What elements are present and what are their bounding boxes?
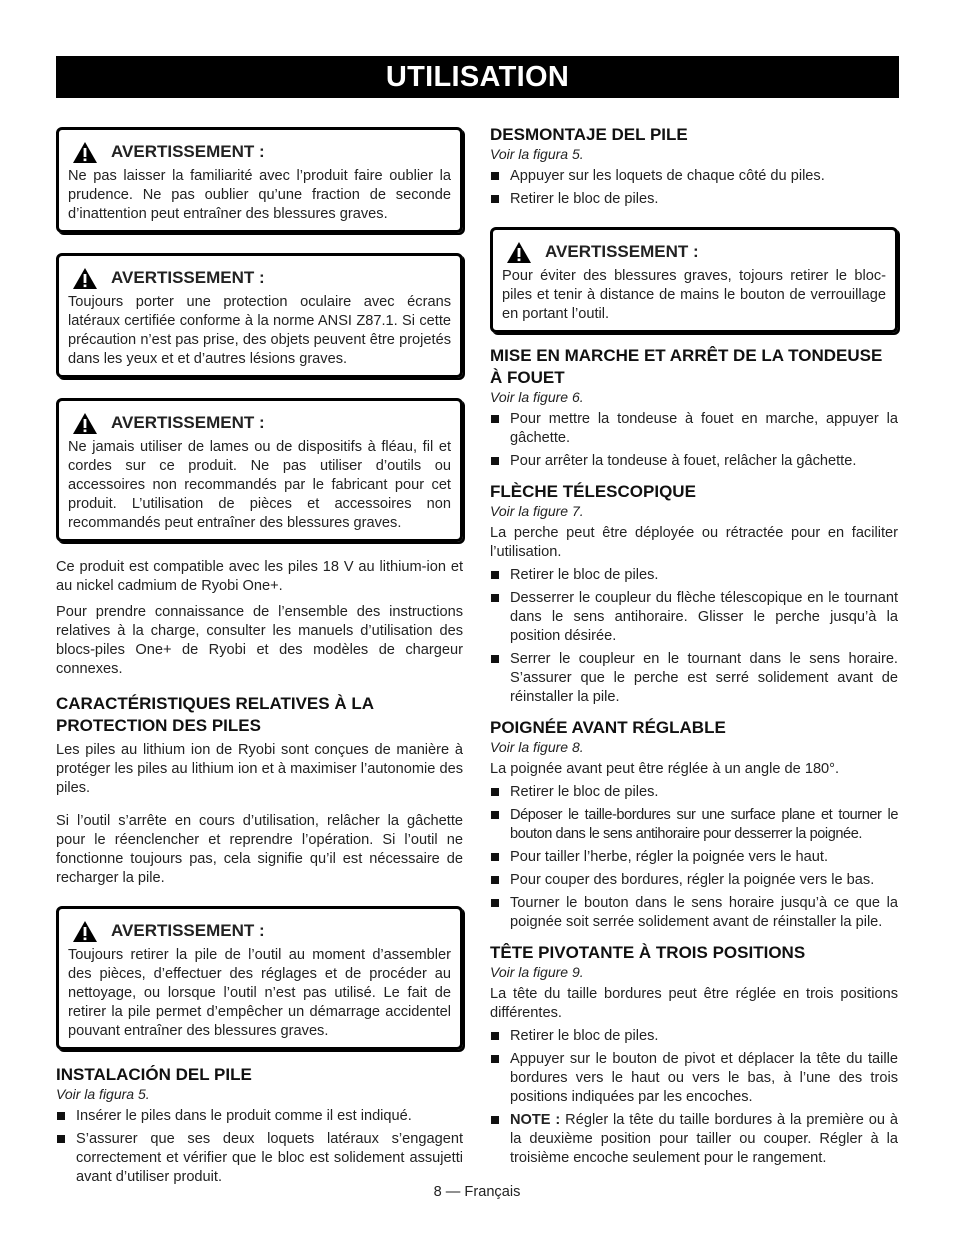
figure-reference: Voir la figura 5. (490, 146, 584, 162)
warning-text: Pour éviter des blessures graves, tojours retirer le bloc-piles et tenir à distance de mains le bouton de verrouillage en portant l’outil. (502, 268, 886, 322)
page-footer: 8 — Français (433, 1184, 521, 1200)
warning-label: AVERTISSEMENT : (545, 242, 699, 261)
figure-reference: Voir la figure 7. (490, 503, 584, 519)
warning-triangle-icon (506, 241, 532, 264)
paragraph: La tête du taille bordures peut être réglée en trois positions différentes. (490, 986, 898, 1021)
section-title: TÊTE PIVOTANTE À TROIS POSITIONS (490, 943, 806, 962)
warning-label: AVERTISSEMENT : (111, 413, 265, 432)
warning-label: AVERTISSEMENT : (111, 921, 265, 940)
bullet-list (490, 1027, 898, 1168)
list-item: S’assurer que ses deux loquets latéraux s’engagent correctement et vérifier que le bloc est solidement assujetti avant d’utiliser produit. (56, 1130, 463, 1187)
paragraph: La poignée avant peut être réglée à un angle de 180°. (490, 761, 840, 777)
list-item: Appuyer sur le bouton de pivot et déplacer la tête du taille bordures vers le haut ou vers le bas, à l’une des trois positions indiquées par les encoches. (490, 1050, 898, 1107)
warning-label: AVERTISSEMENT : (111, 142, 265, 161)
warning-triangle-icon (72, 920, 98, 943)
warning-box (56, 253, 463, 378)
warning-text: Ne jamais utiliser de lames ou de dispositifs à fléau, fil et cordes sur ce produit. Ne pas utiliser d’outils ou accessoires non recommandés par le fabricant pour cet produit. L’utilisation de pièces et accessoires non recommandés peut entraîner des blessures graves. (68, 439, 451, 531)
warning-triangle-icon (72, 141, 98, 164)
section-title: DESMONTAJE DEL PILE (490, 125, 688, 144)
warning-box (490, 227, 898, 333)
list-item: Retirer le bloc de piles. (490, 190, 898, 209)
section-title: INSTALACIÓN DEL PILE (56, 1065, 252, 1084)
left-column (56, 124, 463, 1187)
list-item: Serrer le coupleur en le tournant dans le sens horaire. S’assurer que le perche est serré solidement avant de réinstaller la pile. (490, 650, 898, 707)
list-item: Retirer le bloc de piles. (490, 783, 898, 802)
figure-reference: Voir la figure 6. (490, 389, 584, 405)
list-item: Retirer le bloc de piles. (490, 566, 898, 585)
list-item: Desserrer le coupleur du flèche télescopique en le tournant dans le sens antihoraire. Glisser le perche jusqu’à la position désirée. (490, 589, 898, 646)
list-item: Déposer le taille-bordures sur une surface plane et tourner le bouton dans le sens antihoraire pour desserrer la poignée. (490, 806, 898, 844)
figure-reference: Voir la figura 5. (56, 1086, 150, 1102)
section-title: MISE EN MARCHE ET ARRÊT DE LA TONDEUSE À FOUET (490, 346, 883, 387)
warning-text: Toujours retirer la pile de l’outil au moment d’assembler des pièces, d’effectuer des réglages et de procéder au nettoyage, ou lorsque l’outil n’est pas utilisé. Le fait de retirer la pile permet d’empêcher un démarrage accidentel pouvant entraîner des blessures graves. (68, 947, 451, 1039)
bullet-list (56, 1107, 463, 1187)
note-item (490, 1111, 898, 1168)
list-item: Appuyer sur les loquets de chaque côté du piles. (490, 167, 898, 186)
warning-box (56, 398, 463, 542)
warning-box (56, 906, 463, 1050)
list-item: Pour arrêter la tondeuse à fouet, relâcher la gâchette. (490, 452, 898, 471)
paragraph: Ce produit est compatible avec les piles 18 V au lithium-ion et au nickel cadmium de Ryobi One+. (56, 559, 463, 594)
warning-text: Ne pas laisser la familiarité avec l’produit faire oublier la prudence. Ne pas oublier qu’une fraction de seconde d’inattention peut entraîner des blessures graves. (68, 168, 451, 222)
bullet-list (490, 566, 898, 707)
list-item: Pour couper des bordures, régler la poignée vers le bas. (490, 871, 898, 890)
list-item: Pour tailler l’herbe, régler la poignée vers le haut. (490, 848, 898, 867)
warning-triangle-icon (72, 267, 98, 290)
figure-reference: Voir la figure 9. (490, 964, 584, 980)
list-item: Pour mettre la tondeuse à fouet en marche, appuyer la gâchette. (490, 410, 898, 448)
page-banner: UTILISATION (56, 56, 899, 98)
warning-box (56, 127, 463, 233)
list-item: Retirer le bloc de piles. (490, 1027, 898, 1046)
note-text: Régler la tête du taille bordures à la première ou à la deuxième position pour tailler ou couper. Régler à la troisième encoche seulement pour le rangement. (510, 1112, 898, 1166)
section-title: POIGNÉE AVANT RÉGLABLE (490, 718, 726, 737)
warning-triangle-icon (72, 412, 98, 435)
bullet-list (490, 167, 898, 209)
note-label: NOTE : (510, 1112, 561, 1128)
list-item: Insérer le piles dans le produit comme il est indiqué. (56, 1107, 463, 1126)
list-item: Tourner le bouton dans le sens horaire jusqu’à ce que la poignée soit serrée solidement avant de réinstaller la pile. (490, 894, 898, 932)
paragraph: Si l’outil s’arrête en cours d’utilisation, relâcher la gâchette pour le réenclencher et reprendre l’opération. Si l’outil ne fonctionne toujours pas, cela signifie qu’il est nécessaire de recharger la pile. (56, 813, 463, 886)
section-title: CARACTÉRISTIQUES RELATIVES À LA PROTECTION DES PILES (56, 694, 374, 735)
bullet-list (490, 410, 898, 471)
right-column (490, 124, 898, 1168)
figure-reference: Voir la figure 8. (490, 739, 584, 755)
paragraph: La perche peut être déployée ou rétractée pour en faciliter l’utilisation. (490, 525, 898, 560)
section-title: FLÈCHE TÉLESCOPIQUE (490, 482, 696, 501)
bullet-list (490, 783, 898, 932)
paragraph: Pour prendre connaissance de l’ensemble des instructions relatives à la charge, consulter les manuels d’utilisation des blocs-piles One+ de Ryobi et des modèles de chargeur connexes. (56, 604, 463, 677)
warning-label: AVERTISSEMENT : (111, 268, 265, 287)
warning-text: Toujours porter une protection oculaire avec écrans latéraux certifiée conforme à la norme ANSI Z87.1. Si cette précaution n’est pas prise, des objets peuvent être projetés dans les yeux et et d’autres lésions graves. (68, 294, 451, 367)
paragraph: Les piles au lithium ion de Ryobi sont conçues de manière à protéger les piles au lithium ion et à maximiser l’autonomie des piles. (56, 742, 463, 796)
